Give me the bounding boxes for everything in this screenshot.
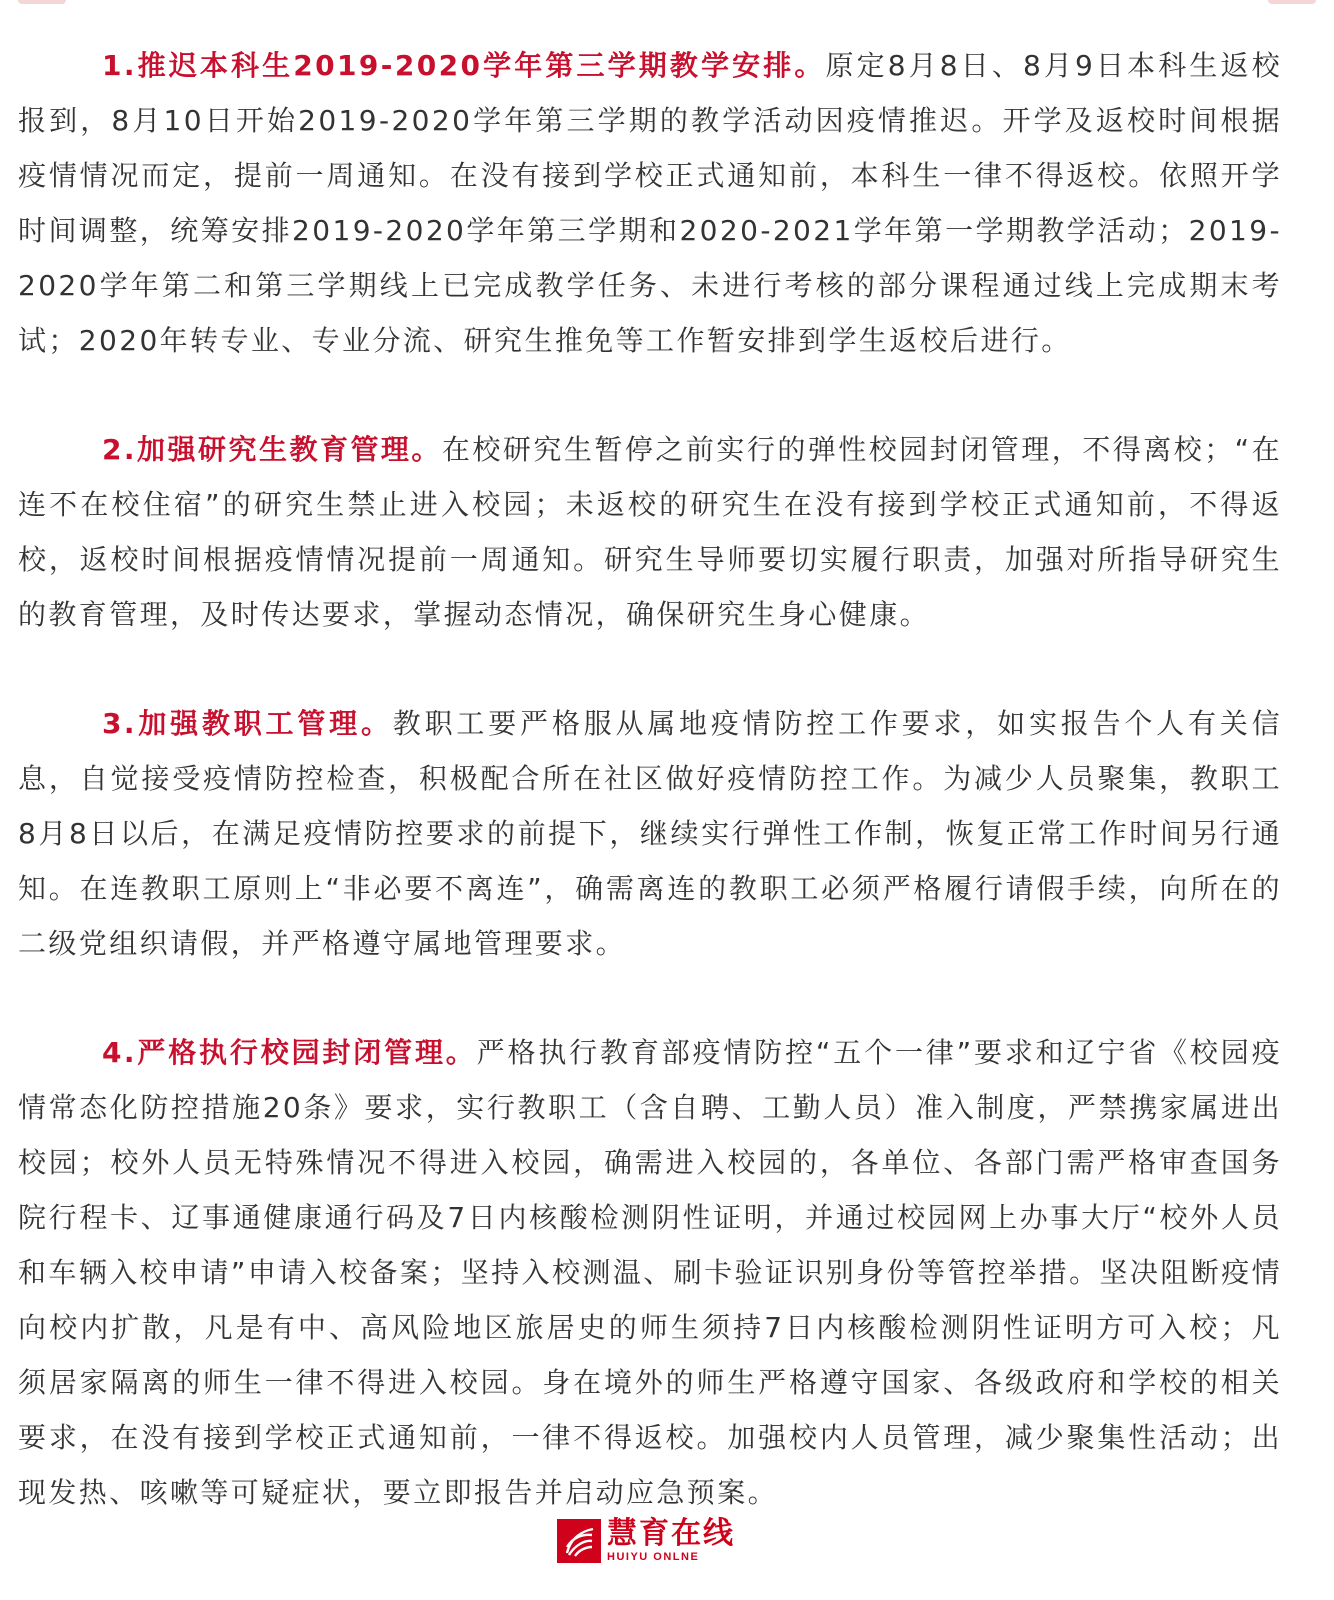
paragraph-text: 在校研究生暂停之前实行的弹性校园封闭管理，不得离校；“在连不在校住宿”的研究生禁止进入校园；未返校的研究生在没有接到学校正式通知前，不得返校，返校时间根据疫情情况提前一周通知。研究生导师要切实履行职责，加强对所指导研究生的教育管理，及时传达要求，掌握动态情况，确保研究生身心健康。 bbox=[18, 433, 1282, 631]
paragraph-text: 教职工要严格服从属地疫情防控工作要求，如实报告个人有关信息，自觉接受疫情防控检查，积极配合所在社区做好疫情防控工作。为减少人员聚集，教职工8月8日以后，在满足疫情防控要求的前提下，继续实行弹性工作制，恢复正常工作时间另行通知。在连教职工原则上“非必要不离连”，确需离连的教职工必须严格履行请假手续，向所在的二级党组织请假，并严格遵守属地管理要求。 bbox=[18, 707, 1282, 960]
paragraph-2 bbox=[18, 422, 1282, 642]
paragraph-lead: 3.加强教职工管理。 bbox=[102, 707, 393, 740]
paragraph-text: 原定8月8日、8月9日本科生返校报到，8月10日开始2019-2020学年第三学期的教学活动因疫情推迟。开学及返校时间根据疫情情况而定，提前一周通知。在没有接到学校正式通知前，本科生一律不得返校。依照开学时间调整，统筹安排2019-2020学年第三学期和2020-2021学年第一学期教学活动；2019-2020学年第二和第三学期线上已完成教学任务、未进行考核的部分课程通过线上完成期末考试；2020年转专业、专业分流、研究生推免等工作暂安排到学生返校后进行。 bbox=[18, 49, 1282, 357]
article-body bbox=[18, 38, 1282, 1574]
top-left-decor bbox=[18, 0, 66, 4]
brand-name-en: HUIYU ONLNE bbox=[607, 1551, 700, 1563]
paragraph-3 bbox=[18, 696, 1282, 971]
swirl-logo-icon bbox=[557, 1519, 601, 1563]
paragraph-text: 严格执行教育部疫情防控“五个一律”要求和辽宁省《校园疫情常态化防控措施20条》要求，实行教职工（含自聘、工勤人员）准入制度，严禁携家属进出校园；校外人员无特殊情况不得进入校园，确需进入校园的，各单位、各部门需严格审查国务院行程卡、辽事通健康通行码及7日内核酸检测阴性证明，并通过校园网上办事大厅“校外人员和车辆入校申请”申请入校备案；坚持入校测温、刷卡验证识别身份等管控举措。坚决阻断疫情向校内扩散，凡是有中、高风险地区旅居史的师生须持7日内核酸检测阴性证明方可入校；凡须居家隔离的师生一律不得进入校园。身在境外的师生严格遵守国家、各级政府和学校的相关要求，在没有接到学校正式通知前，一律不得返校。加强校内人员管理，减少聚集性活动；出现发热、咳嗽等可疑症状，要立即报告并启动应急预案。 bbox=[18, 1036, 1282, 1509]
brand-name-cn: 慧育在线 bbox=[607, 1516, 735, 1551]
paragraph-4 bbox=[18, 1025, 1282, 1520]
paragraph-lead: 4.严格执行校园封闭管理。 bbox=[102, 1036, 477, 1069]
paragraph-lead: 2.加强研究生教育管理。 bbox=[102, 433, 442, 466]
top-right-decor bbox=[1268, 0, 1316, 4]
paragraph-lead: 1.推迟本科生2019-2020学年第三学期教学安排。 bbox=[102, 49, 826, 82]
paragraph-1 bbox=[18, 38, 1282, 368]
brand-text bbox=[607, 1516, 735, 1563]
huiyu-watermark bbox=[557, 1516, 757, 1566]
